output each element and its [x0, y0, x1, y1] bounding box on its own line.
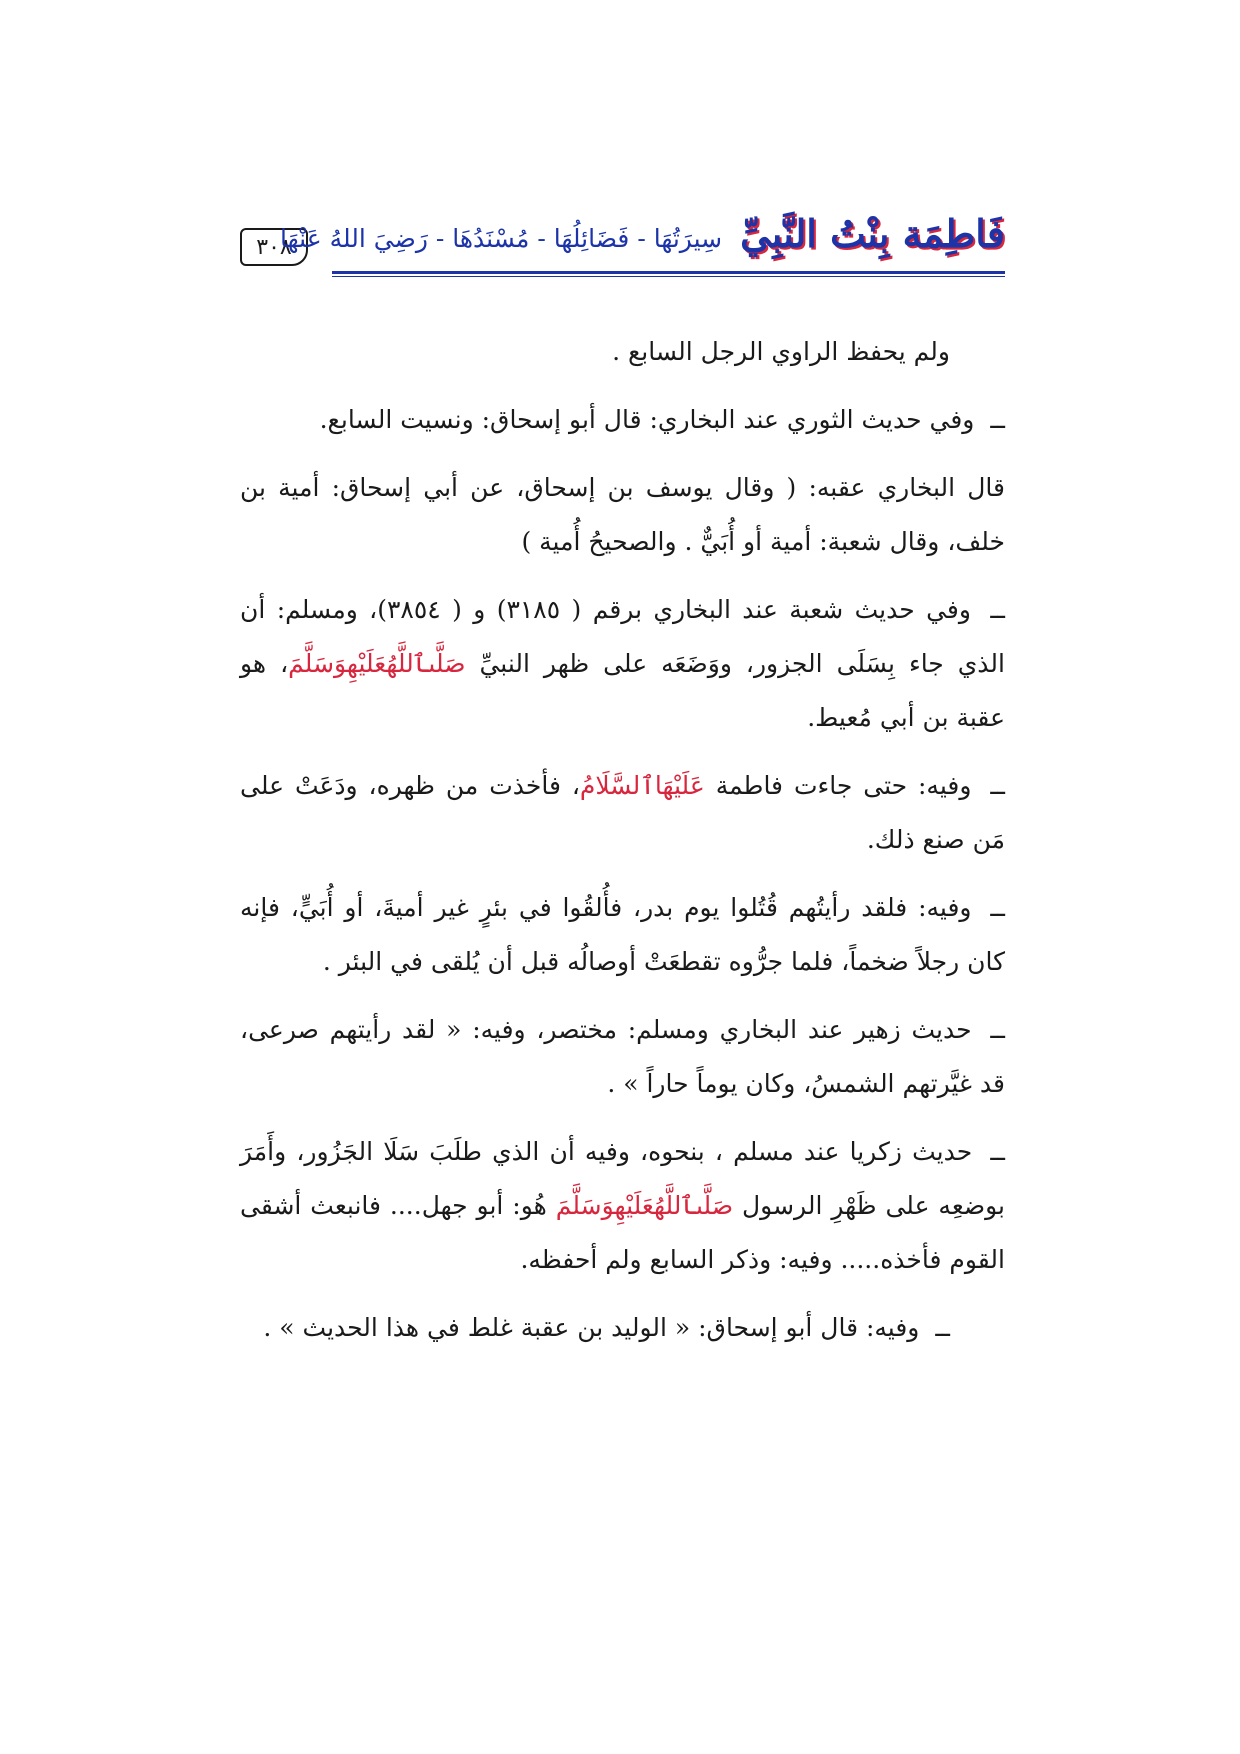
paragraph-text: حديث زكريا عند مسلم ، بنحوه، وفيه أن الذي طلَبَ سَلَا الجَزُور، وأَمَرَ بوضعِه على ظَهْرِ الرسول — [240, 1137, 1005, 1220]
page-body — [240, 325, 1005, 1369]
paragraph-7 — [240, 1003, 1005, 1111]
paragraph-text: قال البخاري عقبه: ( وقال يوسف بن إسحاق، عن أبي إسحاق: أمية بن خلف، وقال شعبة: أمية أو أُبَيٌّ . والصحيحُ أُمية ) — [240, 473, 1005, 556]
paragraph-text: وفيه: حتى جاءت فاطمة — [715, 771, 972, 800]
bullet-dash: ــ — [935, 1313, 950, 1342]
honorific-phrase: عَلَيْهَاٱلسَّلَامُ — [579, 771, 705, 800]
paragraph-6 — [240, 881, 1005, 989]
paragraph-9 — [240, 1301, 950, 1355]
header-divider — [332, 271, 1005, 274]
honorific-phrase: صَلَّىٱللَّهُعَلَيْهِوَسَلَّمَ — [288, 649, 466, 678]
page-number: ٣٠٨ — [240, 228, 308, 266]
bullet-dash: ــ — [990, 595, 1005, 624]
honorific-phrase: صَلَّىٱللَّهُعَلَيْهِوَسَلَّمَ — [555, 1191, 734, 1220]
bullet-dash: ــ — [990, 893, 1005, 922]
paragraph-4 — [240, 583, 1005, 745]
paragraph-3 — [240, 461, 1005, 569]
book-subtitle: سِيرَتُهَا - فَضَائِلُهَا - مُسْنَدُهَا - رَضِيَ اللهُ عَنْهَا — [280, 224, 723, 253]
paragraph-text: حديث زهير عند البخاري ومسلم: مختصر، وفيه: « لقد رأيتهم صرعى، قد غيَّرتهم الشمسُ، وكان يوماً حاراً » . — [240, 1015, 1005, 1098]
paragraph-text: هُو: أبو جهل.... فانبعث أشقى القوم فأخذه..... وفيه: وذكر السابع ولم أحفظه. — [240, 1191, 1005, 1274]
paragraph-1 — [240, 325, 950, 379]
header-title — [280, 211, 1005, 256]
book-title: فَاطِمَة بِنْتُ النَّبِيِّ — [740, 211, 1005, 256]
bullet-dash: ــ — [990, 771, 1005, 800]
paragraph-text: ، فأخذت من ظهره، ودَعَتْ على مَن صنع ذلك. — [240, 771, 1005, 854]
paragraph-text: وفي حديث شعبة عند البخاري برقم ( ٣١٨٥) و ( ٣٨٥٤)، ومسلم: أن الذي جاء بِسَلَى الجزور، ووَضَعَه على ظهر النبيِّ — [240, 595, 1005, 678]
paragraph-text: وفي حديث الثوري عند البخاري: قال أبو إسحاق: ونسيت السابع. — [319, 405, 975, 434]
paragraph-5 — [240, 759, 1005, 867]
paragraph-text: ، هو عقبة بن أبي مُعيط. — [240, 649, 1005, 732]
paragraph-text: ولم يحفظ الراوي الرجل السابع . — [612, 337, 950, 366]
bullet-dash: ــ — [990, 1015, 1005, 1044]
page-header — [240, 205, 1005, 285]
paragraph-text: وفيه: قال أبو إسحاق: « الوليد بن عقبة غلط في هذا الحديث » . — [263, 1313, 920, 1342]
paragraph-2 — [240, 393, 1005, 447]
paragraph-text: وفيه: فلقد رأيتُهم قُتُلوا يوم بدر، فأُلقُوا في بئرٍ غير أميةَ، أو أُبَيٍّ، فإنه كان رجلاً ضخماً، فلما جرُّوه تقطعَتْ أوصالُه قبل أن يُلقى في البئر . — [240, 893, 1005, 976]
bullet-dash: ــ — [990, 405, 1005, 434]
header-divider-thin — [332, 276, 1005, 277]
bullet-dash: ــ — [990, 1137, 1005, 1166]
paragraph-8 — [240, 1125, 1005, 1287]
